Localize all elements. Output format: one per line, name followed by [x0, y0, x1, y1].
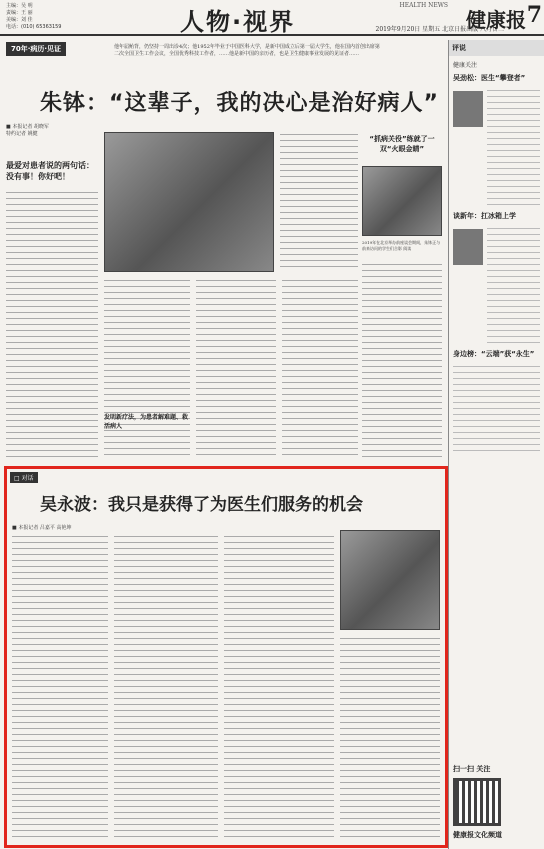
- lower-story-byline: ■ 本报记者 吕嘉平 高艳坤: [12, 525, 72, 531]
- sidebar-text: [487, 87, 540, 207]
- text-column: [196, 278, 276, 458]
- text-column: [224, 534, 334, 842]
- credit-line: 美编：刘 佳: [6, 17, 33, 23]
- story-photo-small: [362, 166, 442, 236]
- qr-label: 扫一扫 关注: [453, 765, 491, 773]
- text-column: [282, 278, 358, 458]
- text-column: [6, 190, 98, 460]
- qr-block: [453, 764, 541, 840]
- sidebar: [448, 40, 544, 849]
- story-intro: 他年届鲐背，仍坚持一周出诊4次；他1952年毕业于中国医科大学，是新中国成立后第一届大学生，他在国内首创出席第二次全国卫生工作会议，全国优秀科技工作者，……他是新中国的亲历者，也是卫生健康事业发展的见证者……: [114, 44, 380, 57]
- masthead: [0, 0, 544, 36]
- photo-caption: 2019年在北京举办前座谈会期间，朱钵正与前来访问的学生们合影 阅读: [362, 240, 441, 251]
- text-column: [104, 278, 190, 458]
- text-column: [280, 132, 358, 272]
- section-title: 人物·视界: [180, 8, 296, 36]
- credit-line: 主编：吴 明: [6, 3, 33, 9]
- byline-line: ■ 本报记者 胡晓军: [6, 124, 49, 130]
- upper-story: [0, 40, 446, 464]
- sidebar-quote: 谈新年：扛冰箱上学: [453, 212, 516, 220]
- story-tag: 70年·病历·见证: [6, 42, 66, 56]
- story-subhead: 最爱对患者说的两句话：没有事！你好吧！: [6, 161, 94, 181]
- credit-line: 责编：王 丽: [6, 10, 33, 16]
- sidebar-photo: [453, 229, 483, 265]
- masthead-credits: [6, 3, 136, 31]
- qr-name: 健康报文化频道: [453, 831, 502, 839]
- lower-story-tag: □ 对话: [10, 472, 38, 483]
- text-column: [12, 534, 108, 842]
- lower-story-photo: [340, 530, 440, 630]
- lower-story-headline: 吴永波：我只是获得了为医生们服务的机会: [40, 495, 363, 515]
- sidebar-tag: 健康关注: [453, 62, 478, 69]
- byline-line: 特约记者 姚健: [6, 131, 38, 137]
- story-photo: [104, 132, 274, 272]
- text-column: [114, 534, 218, 842]
- sidebar-section: 评说: [449, 40, 544, 56]
- sidebar-text: [487, 225, 540, 345]
- story-headline: 朱钵：“这辈子，我的决心是治好病人”: [40, 91, 439, 116]
- page-number: 7: [526, 2, 542, 28]
- sidebar-footer-title: 身边榜：“云端”获“永生”: [453, 350, 535, 358]
- story-byline: [6, 124, 49, 138]
- sidebar-title: 吴劲松：医生“攀登者”: [453, 74, 526, 82]
- sidebar-photo: [453, 91, 483, 127]
- paper-english-name: HEALTH NEWS: [399, 2, 448, 9]
- date-line: 2019年9月20日 星期五 北京日报出版 八月廿二: [375, 26, 504, 33]
- sidebar-text: [453, 363, 540, 453]
- paper-logo: 健康报: [466, 8, 526, 32]
- credit-line: 电话：(010) 65363159: [6, 24, 62, 30]
- text-column: [362, 262, 442, 458]
- story-subhead: “抓病关役”练就了一双“火眼金睛”: [369, 135, 435, 153]
- qr-code-icon[interactable]: [453, 778, 501, 826]
- text-column: [340, 636, 440, 842]
- story-subhead: 发明新疗法，为患者解难题、救活病人: [104, 414, 189, 430]
